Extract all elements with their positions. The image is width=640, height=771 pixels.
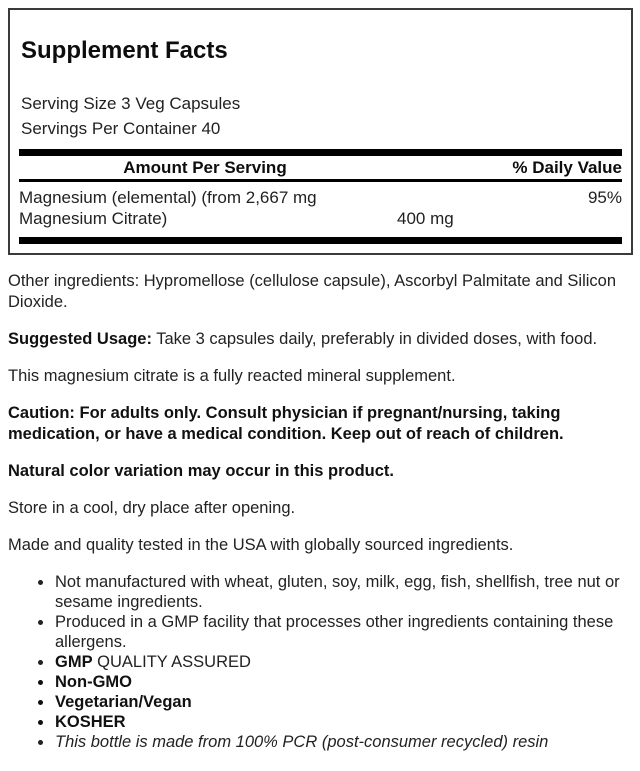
- claims-list: [8, 572, 632, 752]
- list-item-non-gmo: [54, 672, 632, 692]
- list-item-vegetarian-vegan: [54, 692, 632, 712]
- list-item-bold-text: GMP: [55, 653, 93, 671]
- list-item-text: Produced in a GMP facility that processes other ingredients containing these allergens.: [55, 613, 614, 651]
- suggested-usage-text: [8, 329, 632, 350]
- product-description-text: This magnesium citrate is a fully reacted mineral supplement.: [8, 367, 456, 385]
- servings-per-container: Servings Per Container 40: [21, 119, 221, 138]
- supplement-facts-panel: [8, 8, 633, 255]
- storage-text: Store in a cool, dry place after opening.: [8, 499, 296, 517]
- list-item-pcr-bottle: [54, 732, 632, 752]
- color-variation-text: Natural color variation may occur in this product.: [8, 462, 394, 480]
- list-item-text: Non-GMO: [55, 673, 132, 691]
- list-item-text: This bottle is made from 100% PCR (post-consumer recycled) resin: [55, 733, 549, 751]
- serving-size: Serving Size 3 Veg Capsules: [21, 94, 241, 113]
- daily-value-header: % Daily Value: [512, 158, 622, 177]
- list-item-gmp-quality: [54, 652, 632, 672]
- nutrient-name: Magnesium (elemental) (from 2,667 mg Magnesium Citrate): [19, 188, 317, 228]
- nutrient-daily-value: 95%: [587, 188, 622, 207]
- list-item-gmp-facility: [54, 612, 632, 652]
- caution-text: Caution: For adults only. Consult physician if pregnant/nursing, taking medication, or have a medical condition. Keep out of reach of children.: [8, 404, 564, 443]
- made-in-text: Made and quality tested in the USA with globally sourced ingredients.: [8, 536, 514, 554]
- list-item-text: KOSHER: [55, 713, 126, 731]
- label-body: [0, 271, 640, 752]
- nutrient-amount: 400 mg: [397, 209, 454, 228]
- amount-per-serving-header: Amount Per Serving: [123, 158, 287, 177]
- suggested-usage-label: Suggested Usage:: [8, 330, 152, 348]
- divider-bar-top: [19, 149, 622, 156]
- list-item-kosher: [54, 712, 632, 732]
- list-item-allergen-free: [54, 572, 632, 612]
- panel-title: Supplement Facts: [21, 37, 228, 64]
- suggested-usage-body: Take 3 capsules daily, preferably in divided doses, with food.: [151, 330, 598, 348]
- table-row: [19, 182, 622, 235]
- other-ingredients-text: Other ingredients: Hypromellose (cellulose capsule), Ascorbyl Palmitate and Silicon Dioxide.: [8, 272, 617, 311]
- label-page: [0, 8, 640, 752]
- list-item-text: QUALITY ASSURED: [92, 653, 251, 671]
- divider-bar-bottom: [19, 237, 622, 244]
- list-item-text: Vegetarian/Vegan: [55, 693, 192, 711]
- table-header-row: [19, 156, 622, 182]
- list-item-text: Not manufactured with wheat, gluten, soy, milk, egg, fish, shellfish, tree nut or sesame ingredients.: [55, 573, 620, 611]
- serving-info: [21, 91, 622, 141]
